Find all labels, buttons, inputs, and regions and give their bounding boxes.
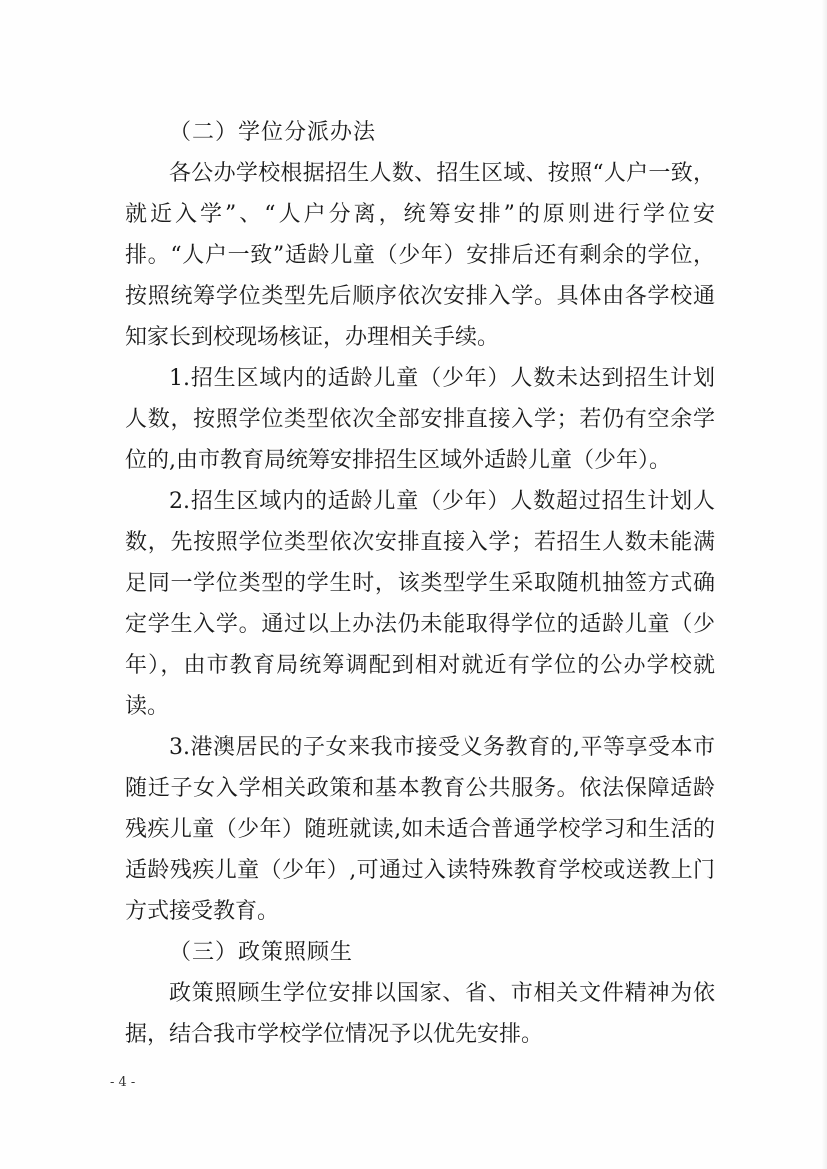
- list-item-3: 3.港澳居民的子女来我市接受义务教育的,平等享受本市随迁子女入学相关政策和基本教育公共服务。依法保障适龄残疾儿童（少年）随班就读,如未适合普通学校学习和生活的适龄残疾儿童（少年）,可通过入读特殊教育学校或送教上门方式接受教育。: [125, 735, 715, 924]
- scan-edge-shadow: [821, 0, 827, 1169]
- section-2-heading: （二）学位分派办法: [169, 120, 377, 145]
- section-3-heading: （三）政策照顾生: [169, 940, 354, 965]
- page-number: - 4 -: [110, 1075, 136, 1090]
- list-item-2: 2.招生区域内的适龄儿童（少年）人数超过招生计划人数，先按照学位类型依次安排直接入学；若招生人数未能满足同一学位类型的学生时，该类型学生采取随机抽签方式确定学生入学。通过以上办法仍未能取得学位的适龄儿童（少年），由市教育局统筹调配到相对就近有学位的公办学校就读。: [125, 489, 715, 719]
- list-item-1: 1.招生区域内的适龄儿童（少年）人数未达到招生计划人数，按照学位类型依次全部安排直接入学；若仍有空余学位的,由市教育局统筹安排招生区域外适龄儿童（少年）。: [125, 366, 715, 473]
- paragraph-allocation-principle: 各公办学校根据招生人数、招生区域、按照“人户一致，就近入学”、“人户分离，统筹安排”的原则进行学位安排。“人户一致”适龄儿童（少年）安排后还有剩余的学位，按照统筹学位类型先后顺序依次安排入学。具体由各学校通知家长到校现场核证，办理相关手续。: [125, 161, 715, 350]
- document-body: [125, 112, 715, 1055]
- paragraph-policy-students: 政策照顾生学位安排以国家、省、市相关文件精神为依据，结合我市学校学位情况予以优先安排。: [125, 981, 715, 1047]
